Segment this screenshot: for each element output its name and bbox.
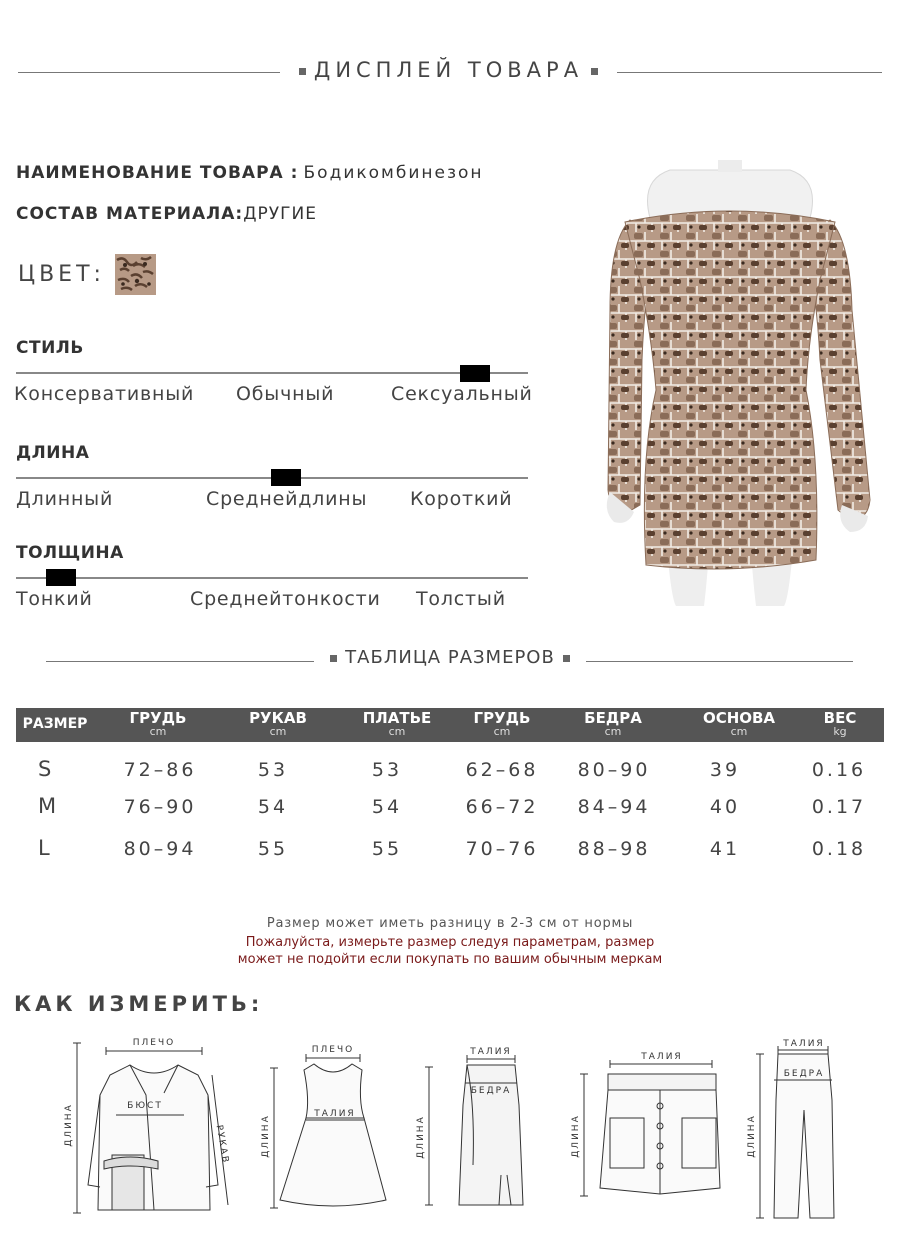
table-cell: 54 [371,796,403,818]
col-size: РАЗМЕР [22,716,88,732]
length-option-long: Длинный [16,488,114,510]
table-cell: 54 [257,796,289,818]
display-title: ДИСПЛЕЙ ТОВАРА [313,58,584,82]
material-value: ДРУГИЕ [243,204,317,224]
table-cell: 53 [257,759,289,781]
table-cell: 88–98 [577,838,651,860]
table-cell: 39 [709,759,741,781]
product-name-value: Бодикомбинезон [303,163,484,183]
size-tolerance-note: Размер может иметь разницу в 2-3 см от нормы [266,916,634,931]
size-table-header [16,708,884,742]
dress-waist-label: ТАЛИЯ [314,1109,356,1119]
table-cell: 80–94 [123,838,197,860]
length-scale-marker [271,469,301,486]
style-scale-marker [460,365,490,382]
table-cell: 40 [709,796,741,818]
table-cell: 80–90 [577,759,651,781]
thickness-option-thin: Тонкий [16,588,93,610]
skirt-hips-label: БЕДРА [470,1086,512,1096]
table-cell: 0.17 [811,796,867,818]
skirt-waist-label: ТАЛИЯ [470,1047,512,1057]
material-label: СОСТАВ МАТЕРИАЛА: [16,204,244,224]
product-name-row [16,163,484,183]
table-cell: S [38,757,52,781]
col-weight: ВЕС kg [823,709,857,738]
table-cell: 76–90 [123,796,197,818]
style-option-casual: Обычный [236,383,335,405]
jacket-diagram [60,1035,240,1220]
thickness-scale-title: ТОЛЩИНА [16,543,124,563]
thickness-option-thick: Толстый [416,588,506,610]
shorts-waist-label: ТАЛИЯ [641,1052,683,1062]
skirt-length-label: ДЛИНА [416,1115,426,1159]
jacket-bust-label: БЮСТ [127,1101,163,1111]
shorts-diagram [570,1048,745,1208]
measure-warning-line2: может не подойти если покупать по вашим обычным меркам [237,952,663,967]
table-cell: 70–76 [465,838,539,860]
length-scale-title: ДЛИНА [16,443,90,463]
display-title-bar [0,58,900,88]
table-cell: 55 [257,838,289,860]
length-option-medium: Среднейдлины [206,488,368,510]
shorts-length-label: ДЛИНА [571,1114,581,1158]
col-base: ОСНОВА cm [702,709,776,738]
col-chest-2: ГРУДЬ cm [473,709,531,738]
jacket-shoulder-label: ПЛЕЧО [132,1038,176,1048]
table-cell: 66–72 [465,796,539,818]
pants-length-label: ДЛИНА [747,1114,757,1158]
table-cell: 55 [371,838,403,860]
snake-print-swatch-icon[interactable] [115,254,156,295]
off-shoulder-bodycon-dress-on-mannequin [580,160,880,610]
dress-length-label: ДЛИНА [261,1114,271,1158]
size-table-title-bar [0,647,900,677]
jacket-sleeve-label: РУКАВ [213,1124,231,1166]
table-cell: 0.18 [811,838,867,860]
pants-waist-label: ТАЛИЯ [783,1039,825,1049]
col-chest: ГРУДЬ cm [129,709,187,738]
pants-diagram [747,1039,840,1225]
measure-warning-line1: Пожалуйста, измерьте размер следуя параметрам, размер [245,935,655,950]
table-cell: 0.16 [811,759,867,781]
table-cell: 62–68 [465,759,539,781]
color-label: ЦВЕТ: [18,262,105,287]
product-name-label: НАИМЕНОВАНИЕ ТОВАРА : [16,163,299,183]
table-cell: L [38,836,50,860]
dress-shoulder-label: ПЛЕЧО [311,1045,355,1055]
style-scale-title: СТИЛЬ [16,338,84,358]
thickness-scale-line [16,577,528,579]
product-image [580,160,880,610]
thickness-scale-marker [46,569,76,586]
material-row [16,204,317,224]
col-dress: ПЛАТЬЕ cm [362,709,432,738]
dress-diagram [258,1040,393,1215]
table-cell: M [38,794,57,818]
table-cell: 41 [709,838,741,860]
col-hips: БЕДРА cm [584,709,642,738]
how-to-measure-title: КАК ИЗМЕРИТЬ: [14,992,264,1016]
pants-hips-label: БЕДРА [783,1069,825,1079]
col-sleeve: РУКАВ cm [249,709,307,738]
thickness-option-medium: Среднейтонкости [190,588,381,610]
style-option-sexy: Сексуальный [391,383,533,405]
length-option-short: Короткий [410,488,513,510]
skirt-diagram [415,1045,530,1220]
size-table-title: ТАБЛИЦА РАЗМЕРОВ [345,647,555,668]
style-scale-line [16,372,528,374]
style-option-conservative: Консервативный [14,383,195,405]
jacket-length-label: ДЛИНА [64,1103,74,1147]
table-cell: 53 [371,759,403,781]
table-cell: 84–94 [577,796,651,818]
table-cell: 72–86 [123,759,197,781]
